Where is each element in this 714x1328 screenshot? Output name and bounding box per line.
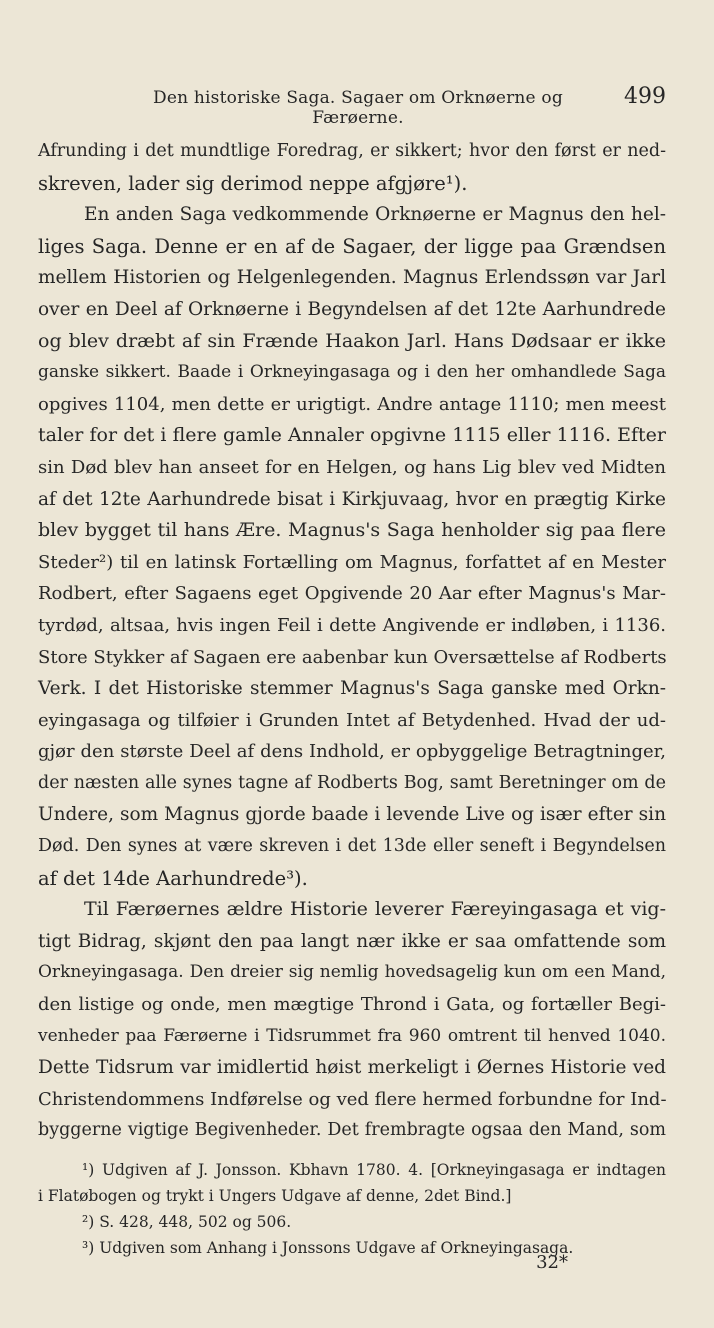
text-line: Verk. I det Historiske stemmer Magnus's Saga ganske med Orkn- — [38, 678, 666, 700]
footnote-line: ¹) Udgiven af J. Jonsson. Kbhavn 1780. 4. [Orkneyingasaga er indtagen — [82, 1161, 666, 1179]
text-line: venheder paa Færøerne i Tidsrummet fra 960 omtrent til henved 1040. — [38, 1025, 666, 1046]
text-line: eyingasaga og tilføier i Grunden Intet af Betydenhed. Hvad der ud- — [38, 709, 666, 731]
text-line: og blev dræbt af sin Frænde Haakon Jarl. Hans Dødsaar er ikke — [38, 329, 666, 352]
text-line: Til Færøernes ældre Historie leverer Færeyingasaga et vig- — [84, 898, 666, 921]
text-line: Død. Den synes at være skreven i det 13de eller seneft i Begyndelsen — [38, 836, 666, 857]
text-line: opgives 1104, men dette er urigtigt. Andre antage 1110; men meest — [38, 393, 666, 415]
page-header — [38, 84, 666, 128]
footnote-line: ³) Udgiven som Anhang i Jonssons Udgave af Orkneyingasaga. — [82, 1239, 574, 1257]
footnotes — [38, 1157, 666, 1261]
text-line: mellem Historien og Helgenlegenden. Magnus Erlendssøn var Jarl — [38, 267, 666, 289]
text-line: Orkneyingasaga. Den dreier sig nemlig hovedsagelig kun om een Mand, — [38, 962, 666, 983]
signature-mark: 32* — [536, 1252, 568, 1273]
text-line: Christendommens Indførelse og ved flere hermed forbundne for Ind- — [38, 1088, 667, 1110]
text-line: liges Saga. Denne er en af de Sagaer, der ligge paa Grændsen — [38, 234, 666, 258]
text-line: Rodbert, efter Sagaens eget Opgivende 20 Aar efter Magnus's Mar- — [38, 583, 666, 605]
text-line: Store Stykker af Sagaen ere aabenbar kun Oversættelse af Rodberts — [38, 646, 667, 668]
text-line: den listige og onde, men mægtige Thrond i Gata, og fortæller Begi- — [38, 994, 666, 1016]
text-line: sin Død blev han anseet for en Helgen, og hans Lig blev ved Midten — [38, 456, 666, 478]
text-line: Steder²) til en latinsk Fortælling om Magnus, forfattet af en Mester — [38, 551, 666, 573]
text-line: Afrunding i det mundtlige Foredrag, er sikkert; hvor den først er ned- — [38, 141, 666, 161]
text-line: der næsten alle synes tagne af Rodberts Bog, samt Beretninger om de — [38, 772, 666, 793]
text-line: over en Deel af Orknøerne i Begyndelsen af det 12te Aarhundrede — [38, 298, 666, 320]
footnote-line: i Flatøbogen og trykt i Ungers Udgave af denne, 2det Bind.] — [38, 1187, 512, 1205]
running-head: Den historiske Saga. Sagaer om Orknøerne og Færøerne. — [153, 88, 563, 128]
text-line: byggerne vigtige Begivenheder. Det frembragte ogsaa den Mand, som — [38, 1120, 666, 1141]
text-line: gjør den største Deel af dens Indhold, er opbyggelige Betragtninger, — [38, 741, 666, 763]
text-line: tigt Bidrag, skjønt den paa langt nær ikke er saa omfattende som — [38, 930, 666, 952]
text-line: af det 12te Aarhundrede bisat i Kirkjuvaag, hvor en prægtig Kirke — [38, 488, 666, 510]
page-number: 499 — [624, 84, 666, 109]
text-line: af det 14de Aarhundrede³). — [38, 866, 308, 890]
text-line: blev bygget til hans Ære. Magnus's Saga henholder sig paa flere — [38, 519, 666, 542]
text-line: Undere, som Magnus gjorde baade i levende Live og især efter sin — [38, 804, 666, 826]
text-line: taler for det i flere gamle Annaler opgivne 1115 eller 1116. Efter — [38, 424, 666, 447]
text-line: tyrdød, altsaa, hvis ingen Feil i dette Angivende er indløben, i 1136. — [38, 614, 666, 636]
text-line: En anden Saga vedkommende Orknøerne er Magnus den hel- — [84, 204, 666, 226]
body-text — [38, 136, 666, 1147]
text-line: ganske sikkert. Baade i Orkneyingasaga og i den her omhandlede Saga — [38, 362, 666, 383]
footnote-line: ²) S. 428, 448, 502 og 506. — [82, 1213, 292, 1231]
text-line: skreven, lader sig derimod neppe afgjøre¹). — [38, 171, 468, 195]
text-line: Dette Tidsrum var imidlertid høist merkeligt i Øernes Historie ved — [38, 1057, 666, 1079]
